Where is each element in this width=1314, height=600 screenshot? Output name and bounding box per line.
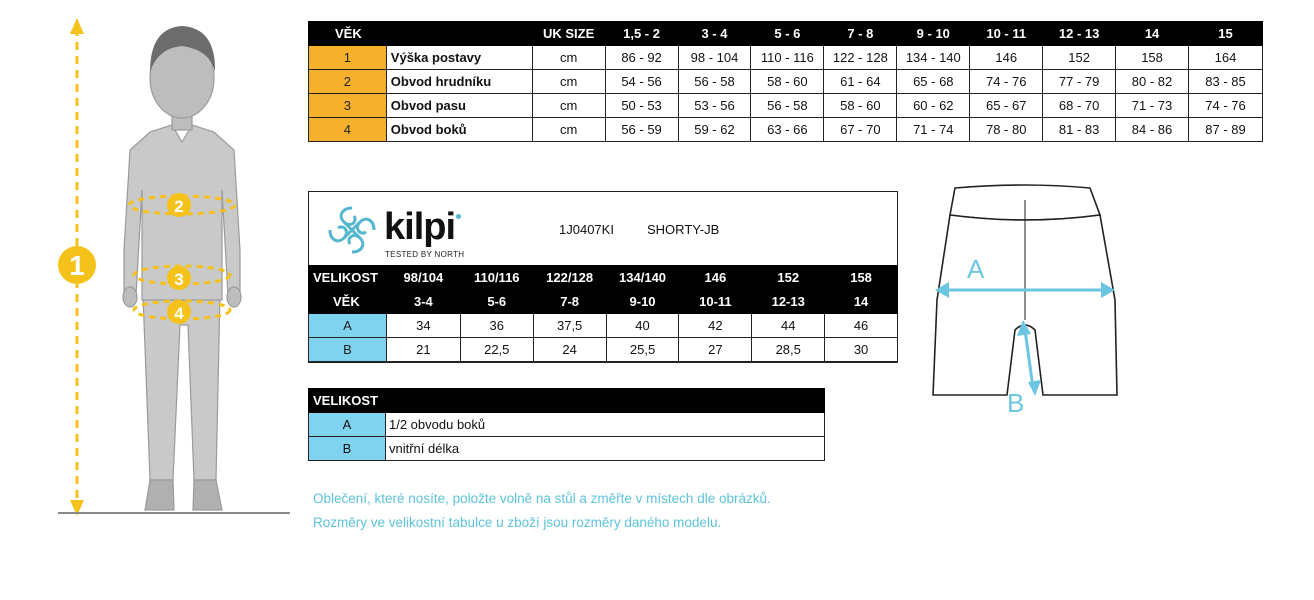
table-cell: 84 - 86 [1116,118,1189,142]
size-chart-table [308,21,1263,142]
row-number: 4 [309,118,387,142]
size-cell: 122/128 [533,266,606,290]
table-cell: 58 - 60 [751,70,824,94]
table-cell: 42 [679,314,752,338]
header-age: VĚK [309,22,533,46]
row-number: 2 [309,70,387,94]
size-chart-header [309,22,1263,46]
hips-marker [167,300,191,324]
table-cell: 67 - 70 [824,118,897,142]
age-cell: 14 [825,290,898,314]
row-label: Obvod pasu [386,94,532,118]
table-cell: 74 - 76 [1189,94,1263,118]
table-cell: 86 - 92 [605,46,678,70]
table-cell: 59 - 62 [678,118,751,142]
svg-text:1: 1 [69,250,85,281]
table-cell: 25,5 [606,338,679,362]
table-cell: 36 [460,314,533,338]
product-name: SHORTY-JB [647,222,720,237]
table-cell: 34 [386,314,460,338]
row-unit: cm [532,94,605,118]
product-size-table [308,265,898,362]
table-cell: 56 - 58 [678,70,751,94]
row-unit: cm [532,70,605,94]
product-size-header [309,266,898,290]
header-col: 14 [1116,22,1189,46]
table-cell: 46 [825,314,898,338]
table-cell: 40 [606,314,679,338]
table-cell: 164 [1189,46,1263,70]
header-col: 1,5 - 2 [605,22,678,46]
table-cell: 54 - 56 [605,70,678,94]
table-row [309,338,898,362]
measure-label: A [309,413,386,437]
table-row [309,437,825,461]
product-age-header [309,290,898,314]
table-row [309,70,1263,94]
product-code: 1J0407KI [559,222,614,237]
row-unit: cm [532,46,605,70]
row-label: Obvod hrudníku [386,70,532,94]
header-col: 15 [1189,22,1263,46]
row-number: 1 [309,46,387,70]
table-cell: 110 - 116 [751,46,824,70]
table-cell: 152 [1043,46,1116,70]
header-col: 9 - 10 [897,22,970,46]
table-cell: 50 - 53 [605,94,678,118]
size-cell: 146 [679,266,752,290]
header-col: 5 - 6 [751,22,824,46]
row-unit: cm [532,118,605,142]
measure-description: 1/2 obvodu boků [386,413,825,437]
age-label: VĚK [309,290,387,314]
size-cell: 152 [752,266,825,290]
table-cell: 71 - 74 [897,118,970,142]
header-col: 12 - 13 [1043,22,1116,46]
model-size-note: Rozměry ve velikostní tabulce u zboží jsou rozměry daného modelu. [313,515,722,530]
legend-title: VELIKOST [309,389,825,413]
table-cell: 30 [825,338,898,362]
age-cell: 10-11 [679,290,752,314]
table-cell: 122 - 128 [824,46,897,70]
size-cell: 110/116 [460,266,533,290]
table-cell: 28,5 [752,338,825,362]
header-col: 7 - 8 [824,22,897,46]
table-cell: 63 - 66 [751,118,824,142]
table-cell: 98 - 104 [678,46,751,70]
header-uk-size: UK SIZE [532,22,605,46]
table-cell: 58 - 60 [824,94,897,118]
shorts-diagram [925,180,1130,420]
age-cell: 7-8 [533,290,606,314]
header-col: 3 - 4 [678,22,751,46]
row-label: Obvod boků [386,118,532,142]
age-cell: 9-10 [606,290,679,314]
measurement-legend-table [308,388,825,461]
table-row [309,94,1263,118]
table-cell: 71 - 73 [1116,94,1189,118]
table-cell: 53 - 56 [678,94,751,118]
table-cell: 65 - 67 [970,94,1043,118]
header-col: 10 - 11 [970,22,1043,46]
row-label: Výška postavy [386,46,532,70]
table-cell: 80 - 82 [1116,70,1189,94]
table-cell: 83 - 85 [1189,70,1263,94]
table-row [309,314,898,338]
table-cell: 87 - 89 [1189,118,1263,142]
table-cell: 60 - 62 [897,94,970,118]
table-cell: 44 [752,314,825,338]
table-row [309,46,1263,70]
table-cell: 56 - 58 [751,94,824,118]
table-row [309,413,825,437]
measure-description: vnitřní délka [386,437,825,461]
size-label: VELIKOST [309,266,387,290]
height-marker [58,246,96,284]
table-cell: 74 - 76 [970,70,1043,94]
table-cell: 65 - 68 [897,70,970,94]
table-cell: 61 - 64 [824,70,897,94]
table-row [309,118,1263,142]
waist-marker [167,266,191,290]
table-cell: 24 [533,338,606,362]
table-cell: 134 - 140 [897,46,970,70]
brand-row [309,192,897,265]
svg-text:4: 4 [174,304,184,323]
chest-marker [167,193,191,217]
table-cell: 146 [970,46,1043,70]
legend-header [309,389,825,413]
table-cell: 78 - 80 [970,118,1043,142]
measure-label: A [309,314,387,338]
brand-tagline: TESTED BY NORTH [385,250,465,259]
table-cell: 22,5 [460,338,533,362]
table-cell: 68 - 70 [1043,94,1116,118]
shorts-label-b: B [1007,388,1025,418]
size-cell: 158 [825,266,898,290]
age-cell: 5-6 [460,290,533,314]
row-number: 3 [309,94,387,118]
brand-knot-icon [324,202,380,258]
measure-label: B [309,437,386,461]
table-cell: 158 [1116,46,1189,70]
body-measurement-figure [50,10,300,520]
table-cell: 77 - 79 [1043,70,1116,94]
size-cell: 134/140 [606,266,679,290]
shorts-label-a: A [967,254,985,284]
measuring-note: Oblečení, které nosíte, položte volně na stůl a změřte v místech dle obrázků. [313,491,771,506]
table-cell: 21 [386,338,460,362]
table-cell: 37,5 [533,314,606,338]
measure-label: B [309,338,387,362]
age-cell: 3-4 [386,290,460,314]
table-cell: 27 [679,338,752,362]
table-cell: 81 - 83 [1043,118,1116,142]
brand-logo-text: kilpi [384,206,461,249]
size-cell: 98/104 [386,266,460,290]
table-cell: 56 - 59 [605,118,678,142]
age-cell: 12-13 [752,290,825,314]
svg-text:2: 2 [174,197,184,216]
svg-text:3: 3 [174,270,184,289]
